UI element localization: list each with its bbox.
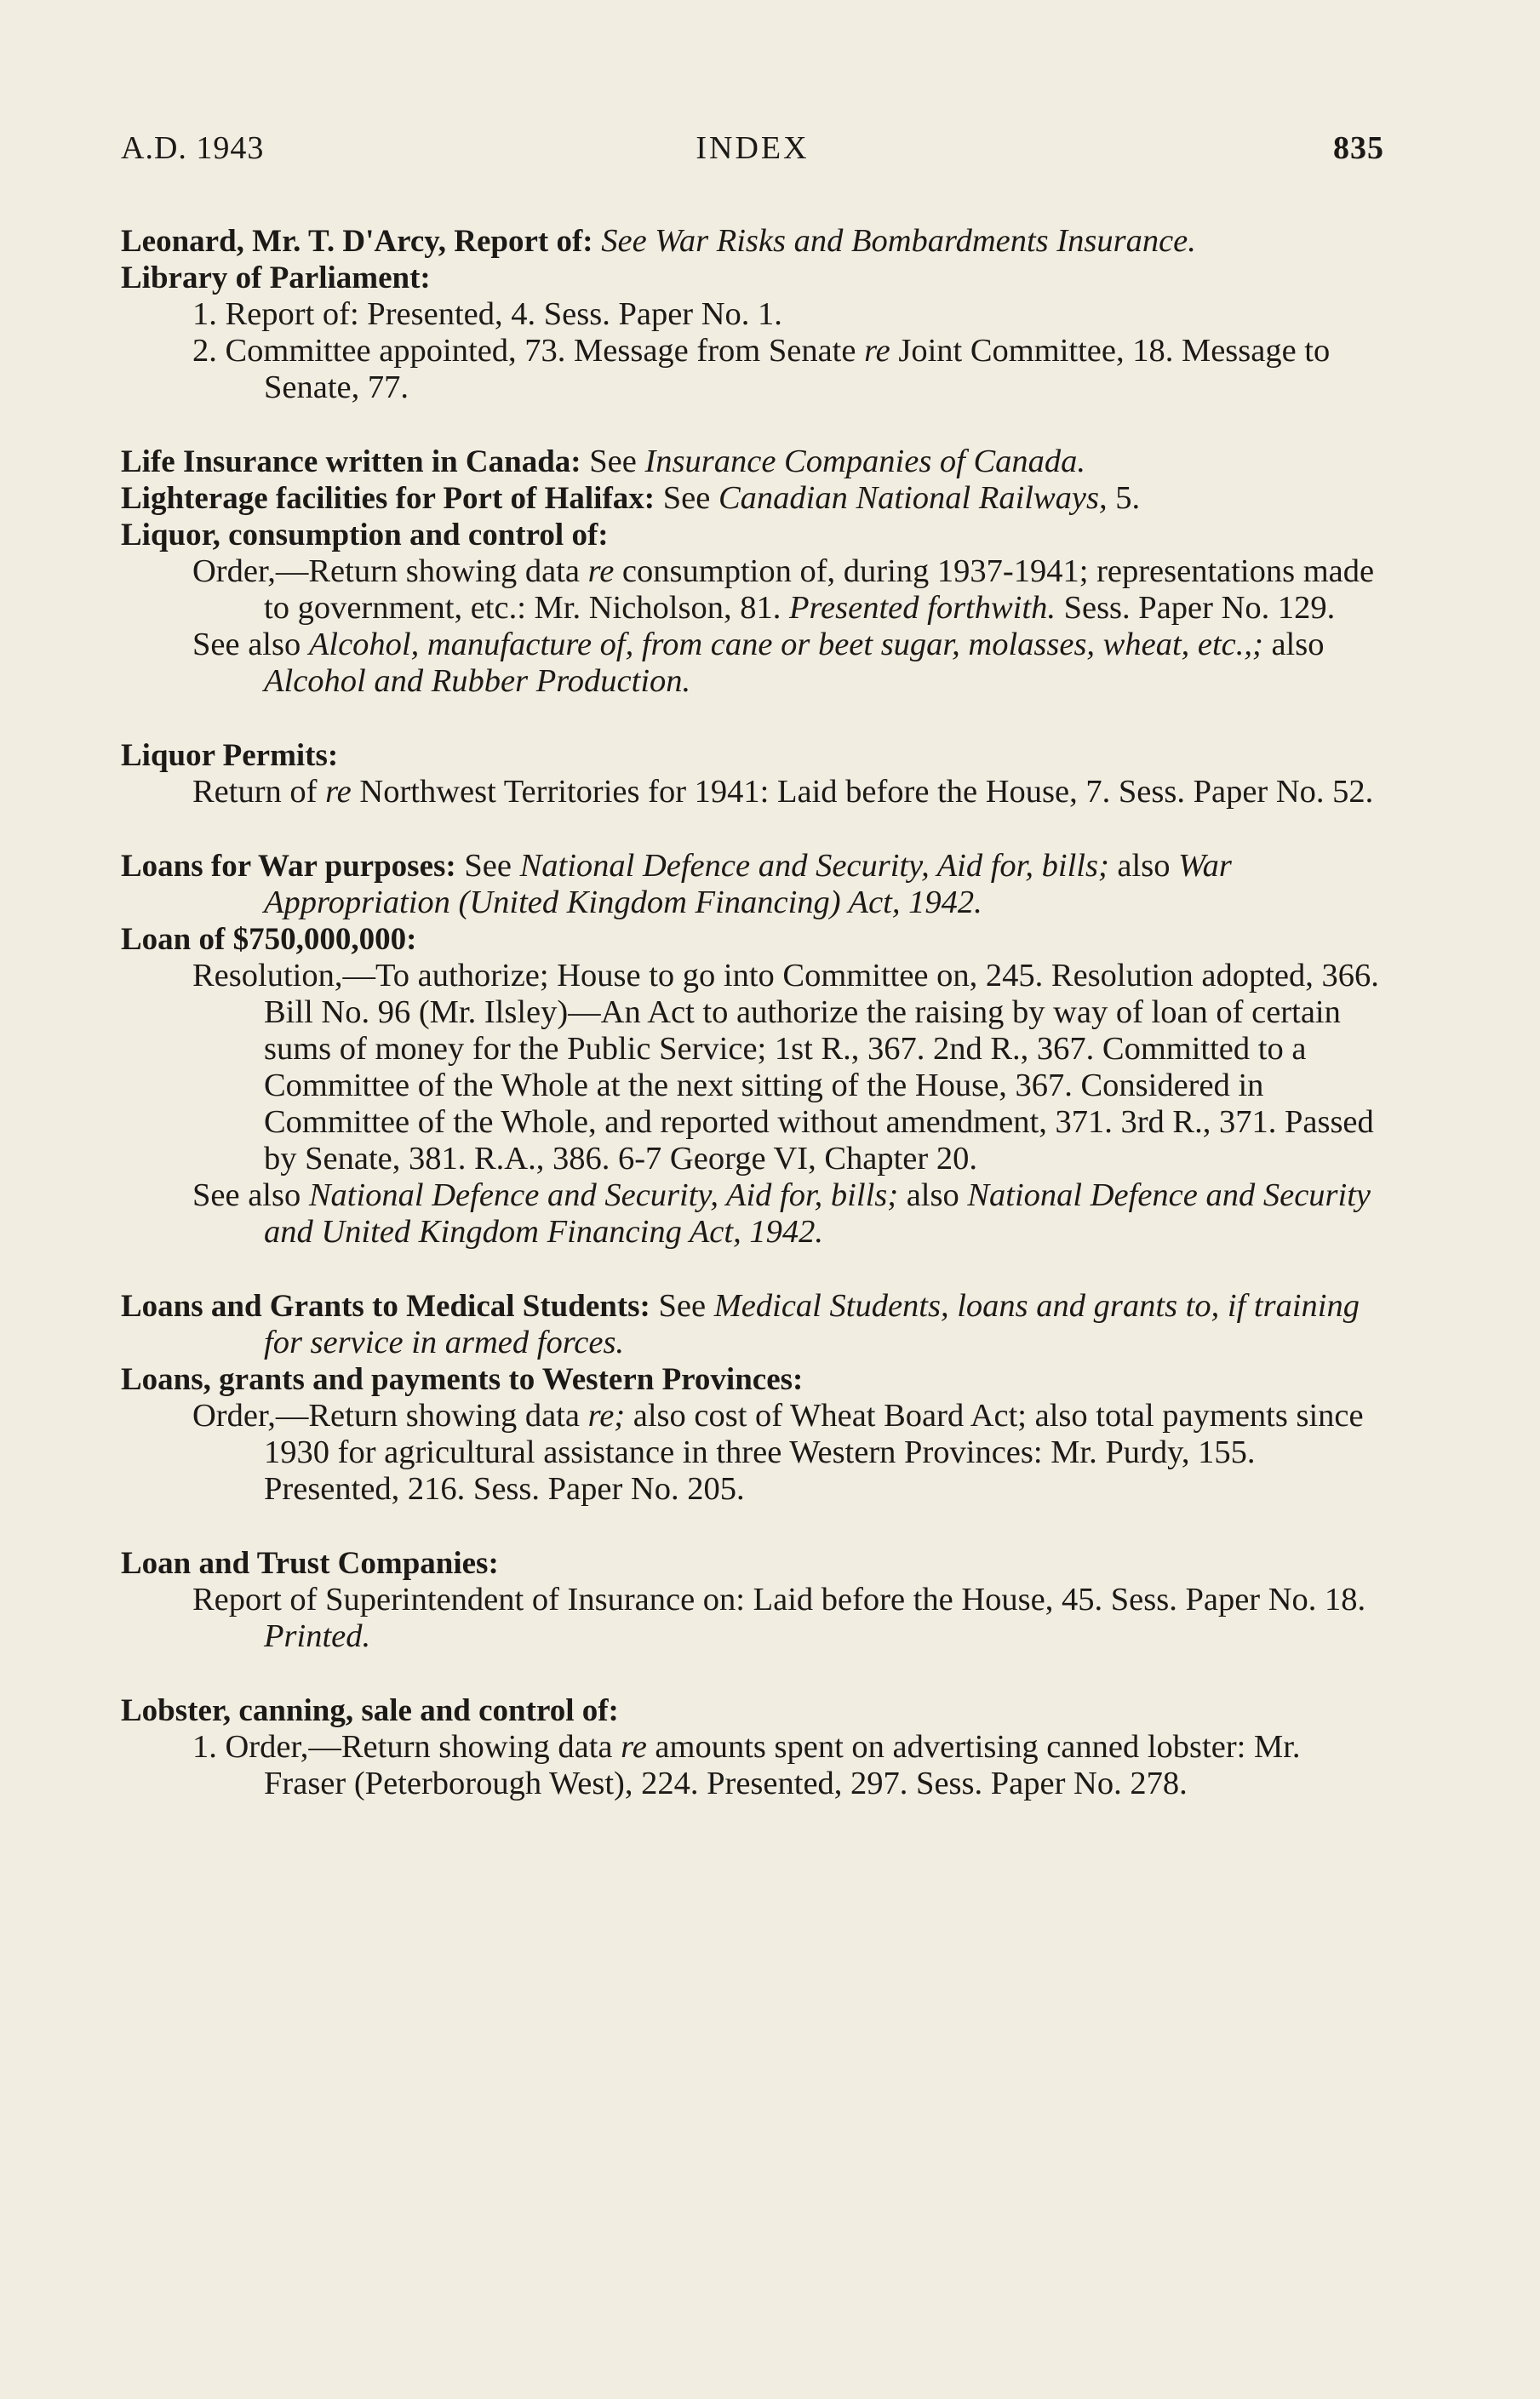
- subentry: Order,—Return showing data re; also cost of Wheat Board Act; also total payments since 1930 for agricultural assistance in three Western Provinces: Mr. Purdy, 155. Presented, 216. Sess. Paper No. 205.: [192, 1398, 1364, 1507]
- entry-leonard: [121, 223, 1384, 260]
- cross-reference: Insurance Companies of Canada.: [644, 444, 1086, 479]
- see-label: See: [589, 444, 637, 479]
- entry-heading: Loan of $750,000,000:: [121, 922, 417, 957]
- cross-reference: National Defence and Security, Aid for, bills;: [519, 848, 1109, 884]
- running-head: [121, 129, 1384, 180]
- subentry: See also Alcohol, manufacture of, from cane or beet sugar, molasses, wheat, etc.,; also Alcohol and Rubber Production.: [192, 627, 1325, 699]
- page-number: 835: [1333, 130, 1384, 166]
- index-entries: [121, 223, 1384, 1840]
- cross-reference: Medical Students, loans and grants to, if training for service in armed forces.: [264, 1288, 1360, 1360]
- see-label: See: [662, 480, 711, 516]
- cross-reference: War Risks and Bombardments Insurance.: [655, 223, 1196, 259]
- subentry: Report of Superintendent of Insurance on: Laid before the House, 45. Sess. Paper No. 18. Printed.: [192, 1582, 1366, 1654]
- subentry: See also National Defence and Security, Aid for, bills; also National Defence and Security and United Kingdom Financing Act, 1942.: [192, 1177, 1371, 1250]
- entry-lighterage: [121, 480, 1384, 517]
- entry-loan-750m: [121, 921, 1384, 1251]
- entry-heading: Liquor Permits:: [121, 738, 339, 773]
- subentry: Order,—Return showing data re consumption of, during 1937-1941; representations made to government, etc.: Mr. Nicholson, 81. Presented forthwith. Sess. Paper No. 129.: [192, 553, 1375, 626]
- see-label: See: [658, 1288, 707, 1324]
- entry-liquor: [121, 517, 1384, 700]
- entry-heading: Lighterage facilities for Port of Halifax:: [121, 481, 656, 516]
- subentry: 1. Report of: Presented, 4. Sess. Paper No. 1.: [192, 296, 782, 332]
- entry-heading: Lobster, canning, sale and control of:: [121, 1693, 619, 1728]
- entry-heading: Loans for War purposes:: [121, 849, 456, 884]
- entry-lobster: [121, 1692, 1384, 1802]
- page-ref: 5.: [1115, 480, 1141, 516]
- subentry: Return of re Northwest Territories for 1941: Laid before the House, 7. Sess. Paper No. 52.: [192, 774, 1374, 810]
- index-title: INDEX: [696, 130, 810, 166]
- entry-heading: Library of Parliament:: [121, 261, 431, 295]
- entry-heading: Life Insurance written in Canada:: [121, 444, 581, 479]
- see-label: See: [601, 223, 647, 259]
- subentry: 1. Order,—Return showing data re amounts spent on advertising canned lobster: Mr. Fraser (Peterborough West), 224. Presented, 297. Sess. Paper No. 278.: [192, 1729, 1301, 1801]
- entry-liquor-permits: [121, 737, 1384, 810]
- subentry: 2. Committee appointed, 73. Message from Senate re Joint Committee, 18. Message to Senate, 77.: [192, 333, 1331, 405]
- entry-western-provinces: [121, 1361, 1384, 1508]
- see-label: See: [464, 848, 512, 884]
- entry-life-insurance: [121, 444, 1384, 480]
- entry-heading: Leonard, Mr. T. D'Arcy, Report of:: [121, 224, 593, 259]
- cross-reference: War Appropriation (United Kingdom Financing) Act, 1942.: [264, 848, 1232, 920]
- entry-medical-students: [121, 1288, 1384, 1361]
- entry-library: [121, 260, 1384, 406]
- entry-heading: Liquor, consumption and control of:: [121, 518, 609, 553]
- year-label: A.D. 1943: [121, 130, 265, 166]
- cross-reference: Canadian National Railways,: [718, 480, 1108, 516]
- entry-heading: Loans and Grants to Medical Students:: [121, 1289, 650, 1324]
- entry-heading: Loan and Trust Companies:: [121, 1546, 499, 1581]
- entry-heading: Loans, grants and payments to Western Provinces:: [121, 1362, 804, 1397]
- entry-trust-companies: [121, 1545, 1384, 1655]
- subentry: Resolution,—To authorize; House to go into Committee on, 245. Resolution adopted, 366. Bill No. 96 (Mr. Ilsley)—An Act to authorize the raising by way of loan of certain sums of money for the Public Service; 1st R., 367. 2nd R., 367. Committed to a Committee of the Whole at the next sitting of the House, 367. Considered in Committee of the Whole, and reported without amendment, 371. 3rd R., 371. Passed by Senate, 381. R.A., 386. 6-7 George VI, Chapter 20.: [192, 958, 1379, 1177]
- entry-war-loans: Loans for War purposes: See National Defence and Security, Aid for, bills; also War Appropriation (United Kingdom Financing) Act, 1942.: [121, 848, 1232, 920]
